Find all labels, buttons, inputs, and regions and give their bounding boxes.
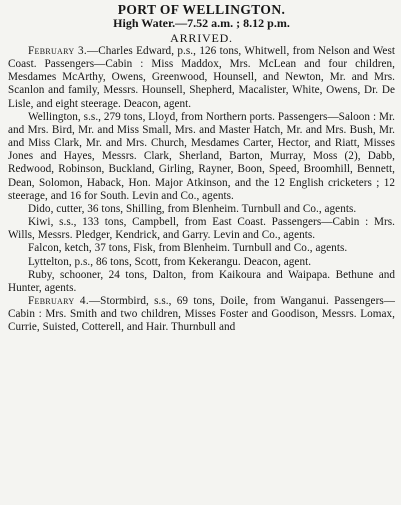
shipping-entry [8,269,395,295]
shipping-entry [8,203,395,216]
column-title: PORT OF WELLINGTON. [117,2,286,17]
shipping-entry [8,256,395,269]
entry-date: February 3. [28,45,87,57]
entry-date: February 4. [28,294,89,307]
entry-text: —Charles Edward, p.s., 126 tons, Whitwell, from Nelson and West Coast. Passengers—Cabin : Miss Maddox, Mrs. McLean and four children, Mesdames McArthy, Owens, Greenwood, Hounsell, and Newton, Mr. and Mrs. Scanlon and family, Messrs. Hounsell, Shepherd, Macalister, White, Owens, Dr. De Lisle, and eight steerage. Deacon, agent. [8,45,396,110]
entry-text: Kiwi, s.s., 133 tons, Campbell, from East Coast. Passengers—Cabin : Mrs. Wills, Messrs. Pledger, Kendrick, and Garry. Levin and Co., agents. [8,216,395,242]
entry-text: Dido, cutter, 36 tons, Shilling, from Blenheim. Turnbull and Co., agents. [28,202,357,215]
entry-text: Falcon, ketch, 37 tons, Fisk, from Blenheim. Turnbull and Co., agents. [28,242,348,255]
entry-text: Ruby, schooner, 24 tons, Dalton, from Kaikoura and Waipapa. Bethune and Hunter, agents. [8,268,395,294]
shipping-entry [8,295,395,334]
shipping-entry [8,111,395,203]
shipping-entry [8,216,395,242]
entry-text: Wellington, s.s., 279 tons, Lloyd, from Northern ports. Passengers—Saloon : Mr. and Mrs. Bird, Mr. and Miss Small, Mrs. and Master Hatch, Mr. and Mrs. Bush, Mr. and Miss Clark, Mr. and Mrs. Church, Mesdames Carter, Hector, and Riatt, Misses Jones and Hayes, Messrs. Clark, Sherland, Barton, Murray, Moss (2), Dabb, Redwood, Robinson, Buckland, Girling, Rayner, Boon, Speed, Broomhill, Bennett, Dean, Solomon, Haback, Hon. Major Atkinson, and the 12 English cricketers ; 12 steerage, and 16 for South. Levin and Co., agents. [8,110,395,202]
entry-text: —Stormbird, s.s., 69 tons, Doile, from Wanganui. Passengers—Cabin : Mrs. Smith and two children, Misses Foster and Goodison, Messrs. Lomax, Currie, Suisted, Cotterell, and Hair. Thurnbull and [8,294,395,334]
high-water-line: High Water.—7.52 a.m. ; 8.12 p.m. [113,16,290,30]
shipping-entry [8,45,395,111]
entry-text: Lyttelton, p.s., 86 tons, Scott, from Kekerangu. Deacon, agent. [28,255,312,268]
section-heading: ARRIVED. [170,31,233,45]
shipping-entry [8,242,395,255]
